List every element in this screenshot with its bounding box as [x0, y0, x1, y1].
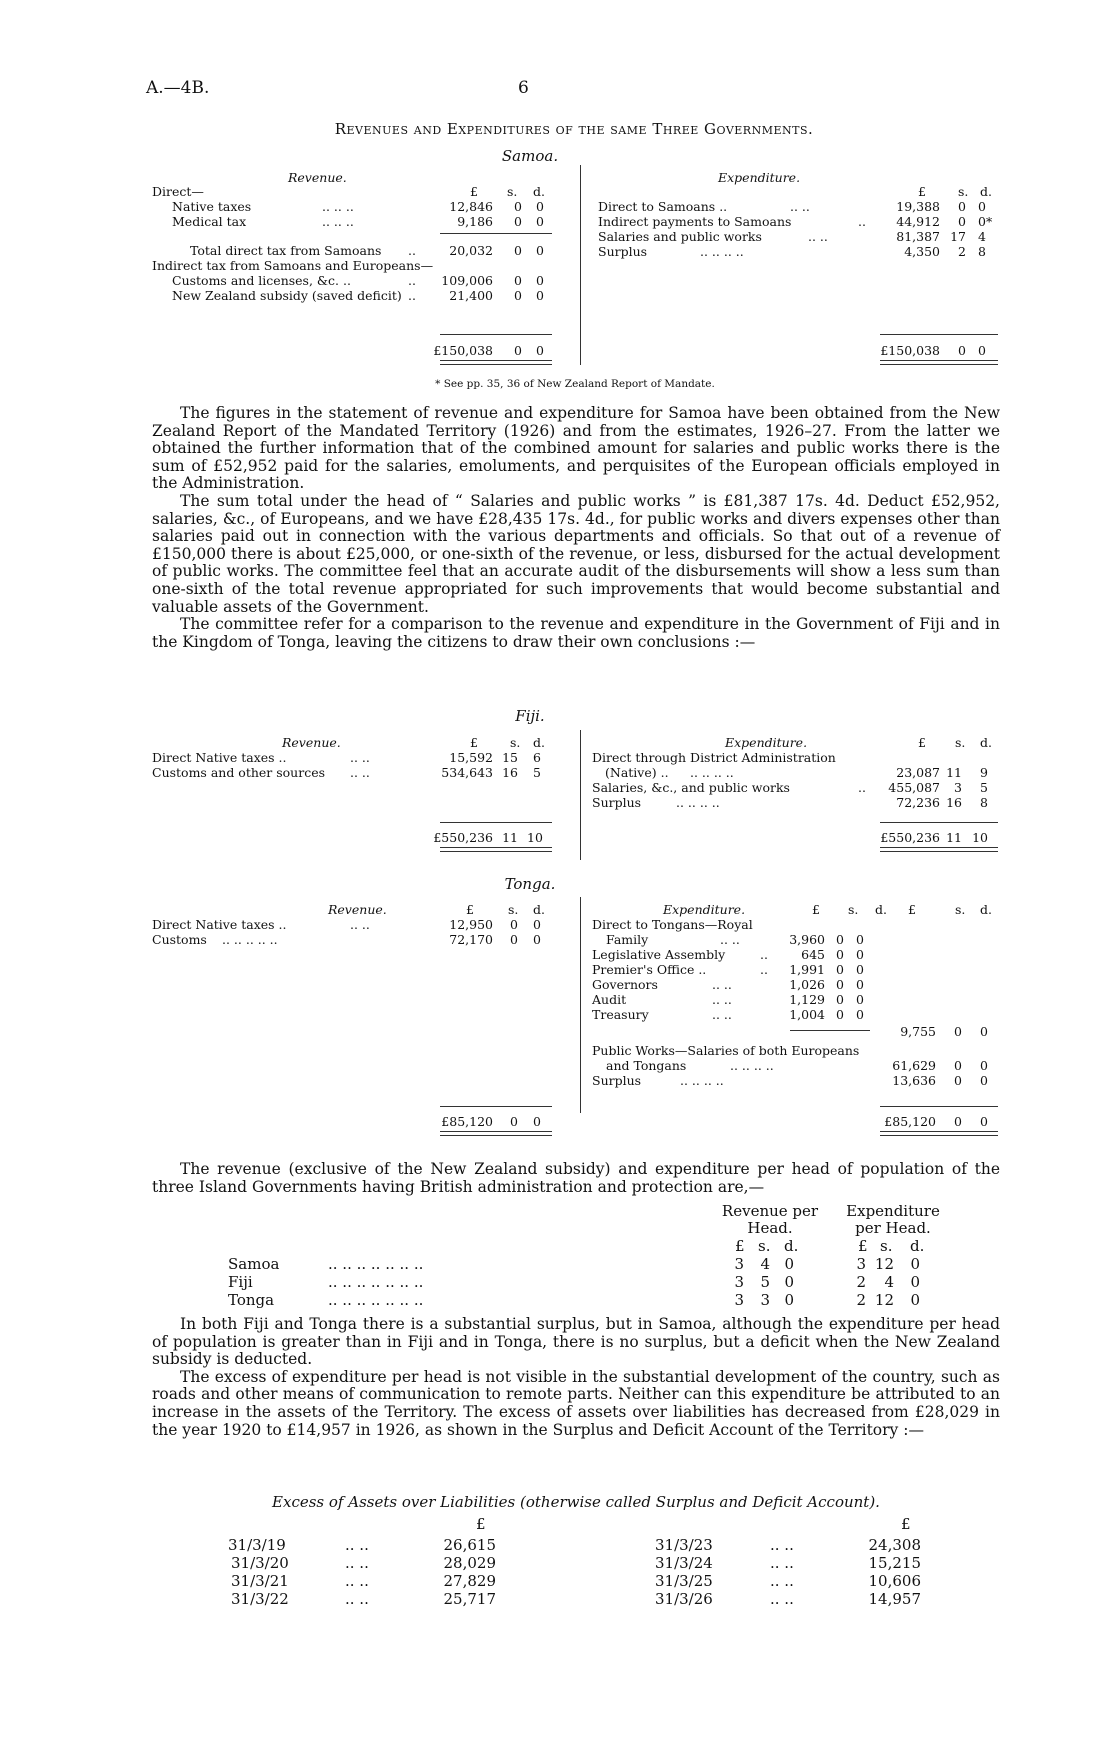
- excess-amount: 24,308: [868, 1536, 921, 1554]
- lsd-shillings-heading: s.: [758, 1237, 771, 1255]
- row-label: Customs: [152, 932, 207, 947]
- amount-shillings: 0: [836, 962, 844, 977]
- grand-total-pounds: £150,038: [880, 343, 940, 358]
- double-rule: [440, 847, 552, 852]
- amount-pounds: 1,991: [789, 962, 825, 977]
- double-rule: [880, 1131, 998, 1136]
- paragraph: The figures in the statement of revenue and expenditure for Samoa have been obtained from the New Zealand Report of the Mandated Territory (1926) and from the estimates, 1926–27. From the latter we obtained the further information that of the combined amount for salaries and public works there is the sum of £52,952 paid for the salaries, emoluments, and perquisites of the European officials employed in the Administration.: [152, 404, 1000, 493]
- grand-total-pounds: £85,120: [884, 1114, 936, 1129]
- double-rule: [880, 360, 998, 365]
- revenue-per-head-heading: Revenue per: [721, 1202, 819, 1220]
- leader-dots: .. ..: [720, 932, 740, 947]
- grand-total-pounds: £150,038: [433, 343, 493, 358]
- expenditure-pounds: 2: [856, 1273, 866, 1291]
- amount-shillings: 11: [946, 830, 962, 845]
- double-rule: [440, 1131, 552, 1136]
- amount-pounds: 23,087: [896, 765, 940, 780]
- conclusion-text: [152, 1316, 1000, 1439]
- leader-dots: .. ..: [345, 1536, 369, 1554]
- row-label: Direct Native taxes ..: [152, 750, 287, 765]
- row-label: Medical tax: [172, 214, 247, 229]
- row-label: Native taxes: [172, 199, 252, 214]
- subtotal-rule: [440, 233, 552, 234]
- row-label: New Zealand subsidy (saved deficit): [172, 288, 402, 303]
- amount-pounds: 455,087: [888, 780, 940, 795]
- lsd-pound-heading: £: [466, 902, 474, 917]
- amount-pence: 0: [533, 917, 541, 932]
- amount-pence: 0: [536, 243, 544, 258]
- lsd-pound-heading: £: [858, 1237, 868, 1255]
- amount-pounds: 1,004: [789, 1007, 825, 1022]
- leader-dots: .. .. .. ..: [730, 1058, 774, 1073]
- amount-shillings: 0: [836, 1007, 844, 1022]
- amount-pence: 0: [980, 1114, 988, 1129]
- lsd-shillings-heading: s.: [507, 184, 518, 199]
- amount-shillings: 0: [836, 977, 844, 992]
- row-label: Treasury: [592, 1007, 649, 1022]
- lsd-pence-heading: d.: [533, 735, 545, 750]
- fiji-title: Fiji.: [515, 707, 545, 725]
- lsd-pence-heading: d.: [784, 1237, 799, 1255]
- account-date: 31/3/25: [655, 1572, 713, 1590]
- excess-amount: 26,615: [443, 1536, 496, 1554]
- amount-pence: 0: [856, 962, 864, 977]
- leader-dots: .. ..: [345, 1590, 369, 1608]
- revenue-pounds: 3: [734, 1255, 744, 1273]
- amount-shillings: 0: [836, 932, 844, 947]
- revenue-shillings: 4: [760, 1255, 770, 1273]
- excess-amount: 15,215: [868, 1554, 921, 1572]
- amount-pence: 0: [536, 199, 544, 214]
- amount-pounds: 81,387: [896, 229, 940, 244]
- amount-pence: 0: [536, 288, 544, 303]
- total-rule: [880, 1106, 998, 1107]
- lsd-pound-heading: £: [918, 184, 926, 199]
- amount-shillings: 0: [954, 1024, 962, 1039]
- amount-pence: 5: [533, 765, 541, 780]
- amount-shillings: 0: [954, 1073, 962, 1088]
- fiji-revenue-heading: Revenue.: [282, 735, 341, 750]
- leader-dots: .. ..: [712, 1007, 732, 1022]
- amount-pounds: 3,960: [789, 932, 825, 947]
- amount-shillings: 0: [510, 917, 518, 932]
- samoa-footnote: * See pp. 35, 36 of New Zealand Report of Mandate.: [435, 378, 715, 390]
- account-date: 31/3/23: [655, 1536, 713, 1554]
- leader-dots: ..: [760, 947, 768, 962]
- leader-dots: .. ..: [350, 917, 370, 932]
- leader-dots: .. ..: [712, 992, 732, 1007]
- total-rule: [440, 1106, 552, 1107]
- amount-pence: 8: [978, 244, 986, 259]
- row-label: Customs and other sources: [152, 765, 326, 780]
- row-label: Indirect payments to Samoans: [598, 214, 792, 229]
- lsd-pound-heading: £: [470, 184, 478, 199]
- amount-shillings: 2: [958, 244, 966, 259]
- leader-dots: .. .. .. ..: [680, 1073, 724, 1088]
- row-label: (Native) ..: [605, 765, 669, 780]
- amount-pounds: 20,032: [449, 243, 493, 258]
- leader-dots: .. .. .. .. ..: [222, 932, 278, 947]
- fiji-column-divider: [580, 730, 581, 860]
- amount-shillings: 0: [954, 1114, 962, 1129]
- amount-shillings: 0: [514, 243, 522, 258]
- section-title: Revenues and Expenditures of the same Three Governments.: [334, 120, 814, 138]
- amount-pounds: 109,006: [441, 273, 493, 288]
- amount-pence: 0: [536, 214, 544, 229]
- leader-dots: .. ..: [345, 1554, 369, 1572]
- leader-dots: .. ..: [345, 1572, 369, 1590]
- amount-shillings: 17: [950, 229, 966, 244]
- amount-pence: 0: [536, 343, 544, 358]
- tonga-expenditure-heading: Expenditure.: [663, 902, 746, 917]
- leader-dots: ..: [408, 243, 416, 258]
- row-label: Direct Native taxes ..: [152, 917, 287, 932]
- lsd-shillings-heading: s.: [508, 902, 519, 917]
- amount-shillings: 15: [502, 750, 518, 765]
- leader-dots: ..: [858, 780, 866, 795]
- amount-pounds: 44,912: [896, 214, 940, 229]
- lsd-shillings-heading: s.: [880, 1237, 893, 1255]
- account-date: 31/3/24: [655, 1554, 713, 1572]
- samoa-direct-label: Direct—: [152, 184, 204, 199]
- lsd-pence-heading: d.: [875, 902, 887, 917]
- tonga-revenue-heading: Revenue.: [328, 902, 387, 917]
- leader-dots: .. ..: [770, 1590, 794, 1608]
- tonga-title: Tonga.: [504, 875, 556, 893]
- amount-shillings: 0: [514, 343, 522, 358]
- subtotal-rule: [790, 1030, 870, 1031]
- amount-pounds: 12,846: [449, 199, 493, 214]
- paragraph: The committee refer for a comparison to the revenue and expenditure in the Government of Fiji and in the Kingdom of Tonga, leaving the citizens to draw their own conclusions :—: [152, 615, 1000, 651]
- row-label: Family: [606, 932, 649, 947]
- lsd-shillings-heading: s.: [958, 184, 969, 199]
- lsd-pence-heading: d.: [980, 902, 992, 917]
- amount-pounds: 72,236: [896, 795, 940, 810]
- lsd-pence-heading: d.: [533, 902, 545, 917]
- expenditure-shillings: 4: [884, 1273, 894, 1291]
- row-label: Indirect tax from Samoans and Europeans—: [152, 258, 434, 273]
- amount-pence: 0: [856, 932, 864, 947]
- lsd-shillings-heading: s.: [510, 735, 521, 750]
- lsd-pound-heading: £: [918, 735, 926, 750]
- amount-pence: 0: [533, 1114, 541, 1129]
- expenditure-shillings: 12: [874, 1291, 894, 1309]
- amount-pence: 5: [980, 780, 988, 795]
- row-label: Surplus: [592, 795, 642, 810]
- lsd-shillings-heading: s.: [955, 902, 966, 917]
- amount-pence: 4: [978, 229, 986, 244]
- amount-shillings: 0: [510, 932, 518, 947]
- amount-pence: 10: [527, 830, 543, 845]
- row-label: Public Works—Salaries of both Europeans: [592, 1043, 860, 1058]
- amount-pence: 0: [980, 1073, 988, 1088]
- leader-dots: ..: [408, 273, 416, 288]
- leader-dots: .. ..: [770, 1572, 794, 1590]
- row-label: Premier's Office ..: [592, 962, 707, 977]
- amount-shillings: 0: [514, 273, 522, 288]
- amount-shillings: 0: [836, 992, 844, 1007]
- row-label: Salaries, &c., and public works: [592, 780, 790, 795]
- amount-pence: 0: [978, 199, 986, 214]
- amount-shillings: 11: [502, 830, 518, 845]
- amount-pounds: 21,400: [449, 288, 493, 303]
- amount-pence: 0: [978, 343, 986, 358]
- government-name: Tonga: [228, 1291, 275, 1309]
- lsd-pence-heading: d.: [533, 184, 545, 199]
- amount-shillings: 16: [946, 795, 962, 810]
- revenue-pence: 0: [784, 1291, 794, 1309]
- samoa-column-divider: [580, 165, 581, 365]
- expenditure-per-head-heading: per Head.: [855, 1219, 931, 1237]
- excess-amount: 10,606: [868, 1572, 921, 1590]
- amount-pence: 9: [980, 765, 988, 780]
- samoa-title: Samoa.: [501, 147, 559, 165]
- leader-dots: ..: [858, 214, 866, 229]
- samoa-expenditure-heading: Expenditure.: [718, 170, 801, 185]
- expenditure-pounds: 2: [856, 1291, 866, 1309]
- expenditure-pence: 0: [910, 1273, 920, 1291]
- amount-pence: 0*: [978, 214, 993, 229]
- amount-pence: 0: [533, 932, 541, 947]
- account-date: 31/3/22: [231, 1590, 289, 1608]
- government-name: Samoa: [228, 1255, 280, 1273]
- amount-pence: 0: [856, 977, 864, 992]
- amount-pounds: 72,170: [449, 932, 493, 947]
- lsd-pound-heading: £: [735, 1237, 745, 1255]
- amount-pence: 8: [980, 795, 988, 810]
- grand-total-pounds: £550,236: [880, 830, 940, 845]
- row-label: Total direct tax from Samoans: [190, 243, 382, 258]
- grand-total-pounds: £550,236: [433, 830, 493, 845]
- amount-shillings: 0: [958, 214, 966, 229]
- row-label: Direct to Samoans ..: [598, 199, 728, 214]
- amount-shillings: 11: [946, 765, 962, 780]
- amount-pounds: 9,186: [457, 214, 493, 229]
- amount-pounds: 1,129: [789, 992, 825, 1007]
- samoa-revenue-heading: Revenue.: [288, 170, 347, 185]
- leader-dots: .. .. ..: [322, 199, 354, 214]
- row-label: Surplus: [598, 244, 648, 259]
- amount-pounds: 13,636: [892, 1073, 936, 1088]
- lsd-pound-heading: £: [812, 902, 820, 917]
- excess-amount: 28,029: [443, 1554, 496, 1572]
- total-rule: [440, 334, 552, 335]
- row-label: Surplus: [592, 1073, 642, 1088]
- page-number: 6: [518, 78, 529, 98]
- row-label: and Tongans: [606, 1058, 687, 1073]
- lsd-pound-heading: £: [908, 902, 916, 917]
- leader-dots: ..: [760, 962, 768, 977]
- amount-pounds: 12,950: [449, 917, 493, 932]
- excess-amount: 25,717: [443, 1590, 496, 1608]
- per-head-intro: [152, 1161, 1000, 1196]
- double-rule: [880, 847, 998, 852]
- amount-shillings: 0: [514, 214, 522, 229]
- amount-pounds: 645: [801, 947, 825, 962]
- total-rule: [440, 822, 552, 823]
- amount-pence: 0: [856, 947, 864, 962]
- document-reference: A.—4B.: [146, 78, 210, 98]
- row-label: Governors: [592, 977, 658, 992]
- tonga-column-divider: [580, 897, 581, 1113]
- lsd-pence-heading: d.: [910, 1237, 925, 1255]
- amount-pence: 10: [972, 830, 988, 845]
- government-name: Fiji: [228, 1273, 253, 1291]
- amount-pence: 0: [536, 273, 544, 288]
- leader-dots: .. ..: [808, 229, 828, 244]
- amount-shillings: 3: [954, 780, 962, 795]
- commentary-text: [152, 405, 1000, 651]
- leader-dots: .. ..: [350, 765, 370, 780]
- lsd-pence-heading: d.: [980, 735, 992, 750]
- account-date: 31/3/26: [655, 1590, 713, 1608]
- leader-dots: .. .. .. ..: [690, 765, 734, 780]
- amount-pounds: 61,629: [892, 1058, 936, 1073]
- leader-dots: .. ..: [712, 977, 732, 992]
- revenue-pounds: 3: [734, 1273, 744, 1291]
- paragraph: In both Fiji and Tonga there is a substantial surplus, but in Samoa, although the expenditure per head of population is greater than in Fiji and in Tonga, there is no surplus, but a deficit when the New Zealand subsidy is deducted.: [152, 1315, 1000, 1369]
- pound-heading: £: [901, 1515, 911, 1533]
- expenditure-per-head-heading: Expenditure: [846, 1202, 940, 1220]
- row-label: Legislative Assembly: [592, 947, 726, 962]
- double-rule: [440, 360, 552, 365]
- amount-shillings: 0: [514, 199, 522, 214]
- amount-pounds: 19,388: [896, 199, 940, 214]
- account-date: 31/3/19: [228, 1536, 286, 1554]
- subtotal-pounds: 9,755: [900, 1024, 936, 1039]
- total-rule: [880, 822, 998, 823]
- leader-dots: .. .. .. .. .. .. ..: [328, 1255, 424, 1273]
- row-label: Customs and licenses, &c. ..: [172, 273, 351, 288]
- revenue-shillings: 5: [760, 1273, 770, 1291]
- expenditure-pence: 0: [910, 1255, 920, 1273]
- excess-amount: 27,829: [443, 1572, 496, 1590]
- amount-shillings: 0: [510, 1114, 518, 1129]
- total-rule: [880, 334, 998, 335]
- amount-shillings: 0: [954, 1058, 962, 1073]
- row-label: Direct to Tongans—Royal: [592, 917, 753, 932]
- revenue-per-head-heading: Head.: [747, 1219, 793, 1237]
- row-label: Audit: [592, 992, 627, 1007]
- revenue-pence: 0: [784, 1255, 794, 1273]
- amount-shillings: 16: [502, 765, 518, 780]
- leader-dots: .. .. .. ..: [700, 244, 744, 259]
- leader-dots: .. .. .. ..: [676, 795, 720, 810]
- revenue-shillings: 3: [760, 1291, 770, 1309]
- lsd-shillings-heading: s.: [848, 902, 859, 917]
- fiji-expenditure-heading: Expenditure.: [725, 735, 808, 750]
- leader-dots: .. ..: [790, 199, 810, 214]
- leader-dots: .. .. .. .. .. .. ..: [328, 1291, 424, 1309]
- amount-pounds: 15,592: [449, 750, 493, 765]
- account-date: 31/3/21: [231, 1572, 289, 1590]
- paragraph: The revenue (exclusive of the New Zealand subsidy) and expenditure per head of population of the three Island Governments having British administration and protection are,—: [152, 1160, 1000, 1196]
- excess-table-title: Excess of Assets over Liabilities (otherwise called Surplus and Deficit Account).: [272, 1493, 880, 1511]
- amount-shillings: 0: [514, 288, 522, 303]
- paragraph: The sum total under the head of “ Salaries and public works ” is £81,387 17s. 4d. Deduct £52,952, salaries, &c., of Europeans, and we have £28,435 17s. 4d., for public works and divers expenses other than salaries paid out in connection with the various departments and officials. So that out of a revenue of £150,000 there is about £25,000, or one-sixth of the revenue, or less, disbursed for the actual development of public works. The committee feel that an accurate audit of the disbursements will show a less sum than one-sixth of the total revenue appropriated for such improvements that would become substantial and valuable assets of the Government.: [152, 491, 1000, 616]
- amount-shillings: 0: [958, 199, 966, 214]
- leader-dots: ..: [408, 288, 416, 303]
- expenditure-pounds: 3: [856, 1255, 866, 1273]
- lsd-shillings-heading: s.: [955, 735, 966, 750]
- row-label: Salaries and public works: [598, 229, 762, 244]
- expenditure-pence: 0: [910, 1291, 920, 1309]
- paragraph: The excess of expenditure per head is not visible in the substantial development of the country, such as roads and other means of communication to remote parts. Neither can this expenditure be attributed to an increase in the assets of the Territory. The excess of assets over liabilities has decreased from £28,029 in the year 1920 to £14,957 in 1926, as shown in the Surplus and Deficit Account of the Territory :—: [152, 1367, 1000, 1439]
- leader-dots: .. ..: [350, 750, 370, 765]
- pound-heading: £: [476, 1515, 486, 1533]
- leader-dots: .. .. .. .. .. .. ..: [328, 1273, 424, 1291]
- amount-pounds: 534,643: [441, 765, 493, 780]
- amount-pence: 0: [856, 1007, 864, 1022]
- grand-total-pounds: £85,120: [441, 1114, 493, 1129]
- expenditure-shillings: 12: [874, 1255, 894, 1273]
- amount-pounds: 4,350: [904, 244, 940, 259]
- excess-amount: 14,957: [868, 1590, 921, 1608]
- amount-shillings: 0: [958, 343, 966, 358]
- amount-shillings: 0: [836, 947, 844, 962]
- leader-dots: .. .. ..: [322, 214, 354, 229]
- amount-pence: 0: [980, 1024, 988, 1039]
- leader-dots: .. ..: [770, 1536, 794, 1554]
- revenue-pence: 0: [784, 1273, 794, 1291]
- revenue-pounds: 3: [734, 1291, 744, 1309]
- leader-dots: .. ..: [770, 1554, 794, 1572]
- amount-pence: 0: [856, 992, 864, 1007]
- account-date: 31/3/20: [231, 1554, 289, 1572]
- amount-pence: 0: [980, 1058, 988, 1073]
- lsd-pound-heading: £: [470, 735, 478, 750]
- row-label: Direct through District Administration: [592, 750, 836, 765]
- amount-pence: 6: [533, 750, 541, 765]
- amount-pounds: 1,026: [789, 977, 825, 992]
- lsd-pence-heading: d.: [980, 184, 992, 199]
